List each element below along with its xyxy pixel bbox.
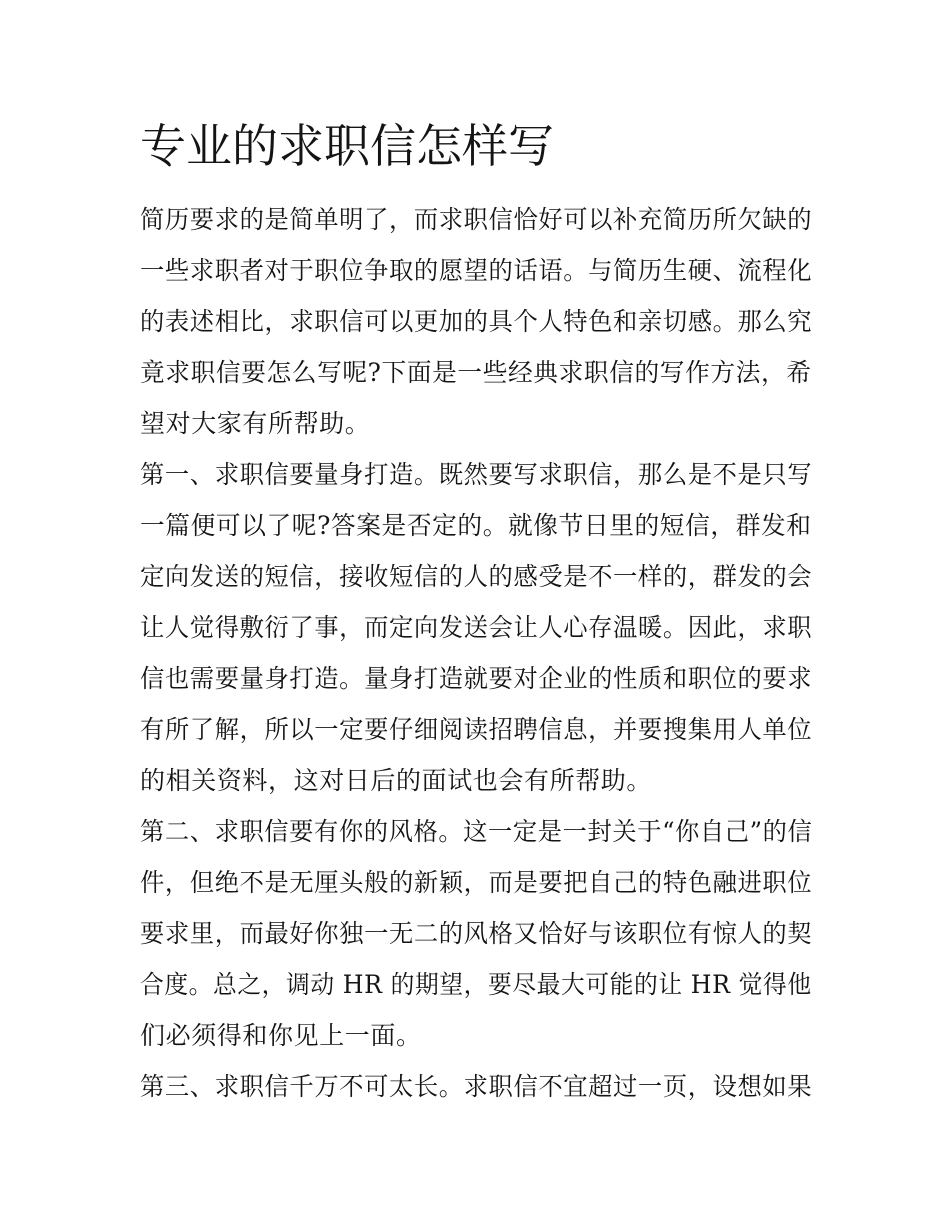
text-line: 第二、求职信要有你的风格。这一定是一封关于“你自己”的信 bbox=[140, 817, 813, 846]
text-line: 望对大家有所帮助。 bbox=[140, 409, 371, 438]
text-line: 让人觉得敷衍了事，而定向发送会让人心存温暖。因此，求职 bbox=[140, 613, 813, 642]
text-line: 合度。总之，调动 HR 的期望，要尽最大可能的让 HR 觉得他 bbox=[140, 970, 812, 999]
text-line: 的表述相比，求职信可以更加的具个人特色和亲切感。那么究 bbox=[140, 307, 813, 336]
text-line: 第一、求职信要量身打造。既然要写求职信，那么是不是只写 bbox=[140, 460, 813, 489]
text-line: 竟求职信要怎么写呢?下面是一些经典求职信的写作方法，希 bbox=[140, 358, 812, 387]
text-line: 信也需要量身打造。量身打造就要对企业的性质和职位的要求 bbox=[140, 664, 813, 693]
document-title: 专业的求职信怎样写 bbox=[140, 119, 554, 173]
text-line: 有所了解，所以一定要仔细阅读招聘信息，并要搜集用人单位 bbox=[140, 715, 813, 744]
text-line: 简历要求的是简单明了，而求职信恰好可以补充简历所欠缺的 bbox=[140, 205, 813, 234]
text-line: 的相关资料，这对日后的面试也会有所帮助。 bbox=[140, 766, 653, 795]
text-line: 定向发送的短信，接收短信的人的感受是不一样的，群发的会 bbox=[140, 562, 813, 591]
text-line: 一篇便可以了呢?答案是否定的。就像节日里的短信，群发和 bbox=[140, 511, 812, 540]
text-line: 们必须得和你见上一面。 bbox=[140, 1021, 422, 1050]
text-line: 第三、求职信千万不可太长。求职信不宜超过一页，设想如果 bbox=[140, 1072, 813, 1101]
text-line: 件，但绝不是无厘头般的新颖，而是要把自己的特色融进职位 bbox=[140, 868, 813, 897]
text-line: 一些求职者对于职位争取的愿望的话语。与简历生硬、流程化 bbox=[140, 256, 813, 285]
text-line: 要求里，而最好你独一无二的风格又恰好与该职位有惊人的契 bbox=[140, 919, 813, 948]
